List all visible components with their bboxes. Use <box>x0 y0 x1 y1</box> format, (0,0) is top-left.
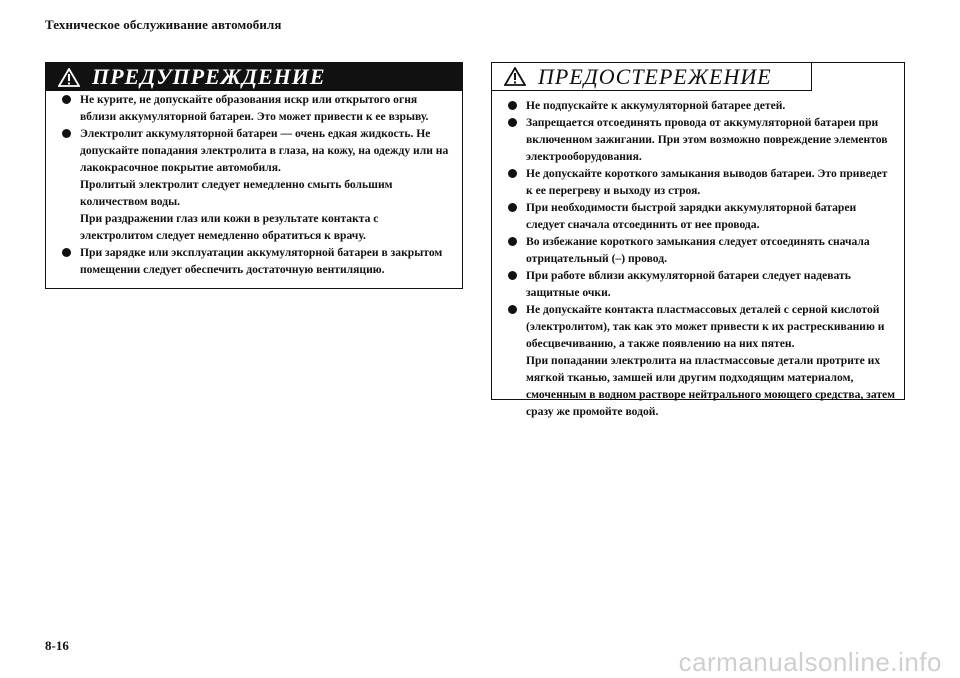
caution-list <box>492 91 904 420</box>
warning-list <box>46 91 462 278</box>
list-item-text: Электролит аккумуляторной батареи — очень едкая жидкость. Не допускайте попадания электролита в глаза, на кожу, на одежду или на лакокрасочное покрытие автомобиля. <box>80 127 449 174</box>
list-item <box>506 97 896 114</box>
caution-box <box>491 62 905 418</box>
warning-banner <box>46 63 462 91</box>
watermark-text: carmanualsonline.info <box>678 647 942 677</box>
bullet-dot-icon <box>508 203 517 212</box>
bullet-dot-icon <box>508 118 517 127</box>
list-item <box>60 244 454 278</box>
bullet-dot-icon <box>508 101 517 110</box>
warning-triangle-icon <box>58 68 80 87</box>
bullet-dot-icon <box>62 248 71 257</box>
warning-title: ПРЕДУПРЕЖДЕНИЕ <box>92 64 326 89</box>
list-item-text: Не допускайте контакта пластмассовых деталей с серной кислотой (электролитом), так как это может привести к их растрескиванию и обесцвечиванию, а также появлению на них пятен. <box>526 303 885 350</box>
warning-triangle-icon <box>504 67 526 86</box>
list-item-text: При раздражении глаз или кожи в результате контакта с электролитом следует немедленно обратиться к врачу. <box>80 212 379 242</box>
bullet-dot-icon <box>508 237 517 246</box>
list-item <box>506 199 896 233</box>
bullet-dot-icon <box>508 169 517 178</box>
list-item-text: При необходимости быстрой зарядки аккумуляторной батареи следует сначала отсоединить от нее провода. <box>526 201 857 231</box>
list-item <box>506 165 896 199</box>
list-item <box>506 233 896 267</box>
bullet-dot-icon <box>508 305 517 314</box>
bullet-dot-icon <box>508 271 517 280</box>
warning-box <box>45 62 463 289</box>
bullet-dot-icon <box>62 129 71 138</box>
caution-title: ПРЕДОСТЕРЕЖЕНИЕ <box>538 63 772 89</box>
list-item-text: Пролитый электролит следует немедленно смыть большим количеством воды. <box>80 178 393 208</box>
caution-banner <box>492 63 812 91</box>
list-item-text: При работе вблизи аккумуляторной батареи следует надевать защитные очки. <box>526 269 851 299</box>
list-item-text: Запрещается отсоединять провода от аккумуляторной батареи при включенном зажигании. При этом возможно повреждение элементов электрооборудования. <box>526 116 888 163</box>
list-item-text: Не допускайте короткого замыкания выводов батареи. Это приведет к ее перегреву и выходу из строя. <box>526 167 888 197</box>
page-header-title: Техническое обслуживание автомобиля <box>45 17 282 32</box>
list-item <box>60 91 454 125</box>
list-item <box>506 114 896 165</box>
list-item-text: Не подпускайте к аккумуляторной батарее детей. <box>526 99 786 112</box>
list-item-text: При попадании электролита на пластмассовые детали протрите их мягкой тканью, замшей или другим подходящим материалом, смоченным в водном растворе нейтрального моющего средства, затем сразу же промойте водой. <box>526 354 896 418</box>
list-item-text: При зарядке или эксплуатации аккумуляторной батареи в закрытом помещении следует обеспечить достаточную вентиляцию. <box>80 246 443 276</box>
list-item-text: Не курите, не допускайте образования искр или открытого огня вблизи аккумуляторной батареи. Это может привести к ее взрыву. <box>80 93 429 123</box>
bullet-dot-icon <box>62 95 71 104</box>
list-item <box>506 267 896 301</box>
list-item-text: Во избежание короткого замыкания следует отсоединять сначала отрицательный (–) провод. <box>526 235 870 265</box>
list-item <box>506 301 896 420</box>
list-item <box>60 125 454 244</box>
page-number: 8-16 <box>45 638 69 653</box>
